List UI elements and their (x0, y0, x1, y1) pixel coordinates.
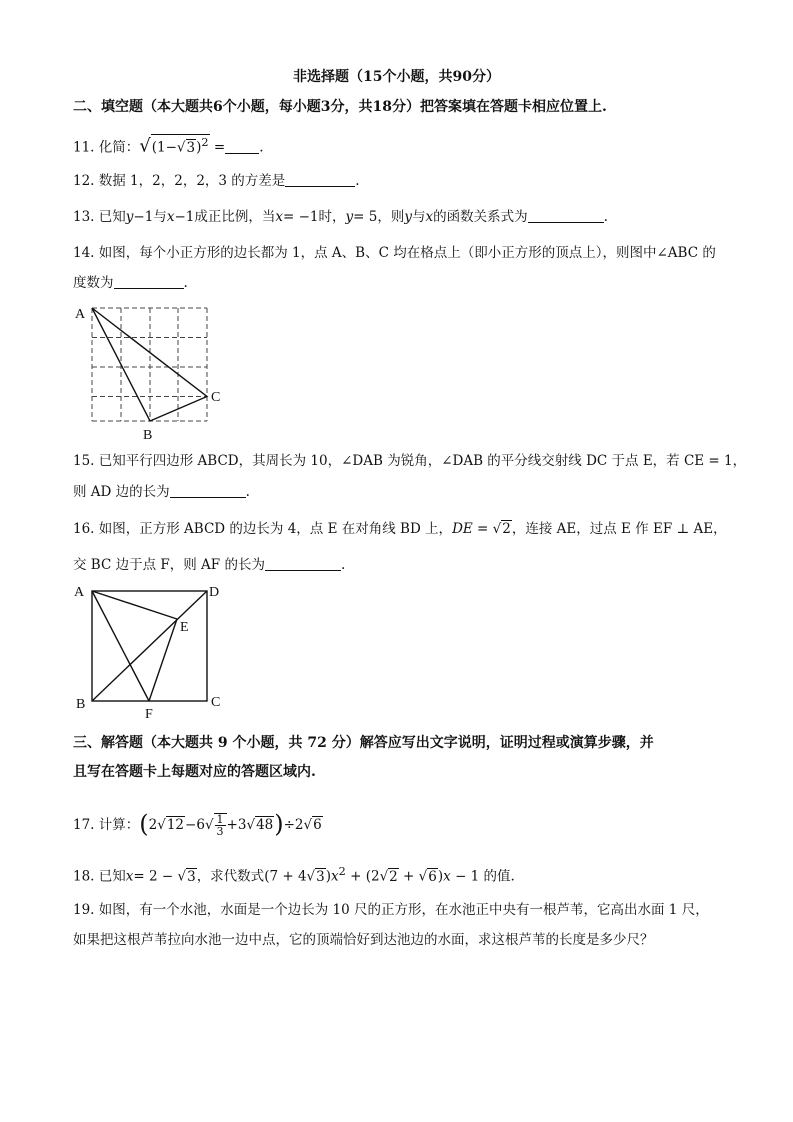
question-12 (73, 171, 360, 191)
q13-text-m: 的函数关系式为 (433, 209, 528, 225)
q13-var-y1: y (125, 209, 134, 225)
q18-root-3: 2 (389, 868, 398, 885)
q18-t5: ) (437, 868, 444, 885)
q18-t4: + (398, 868, 419, 885)
q18-var-x: x (125, 868, 134, 885)
q13-var-x2: x (275, 209, 283, 225)
q14-end: . (183, 275, 188, 291)
q13-var-x1: x (166, 209, 175, 225)
q11-sup: 2 (201, 136, 209, 149)
q13-answer-blank[interactable] (528, 208, 604, 223)
q11-end: . (259, 139, 264, 156)
q15-end: . (245, 484, 250, 500)
q18-root-4: 6 (428, 868, 437, 885)
q13-text-d: −1成正比例，当 (174, 209, 276, 225)
q12-text: 12. 数据 1，2，2，2，3 的方差是 (73, 173, 286, 189)
question-16-line-1: 16. 如图，正方形 ABCD 的边长为 4，点 E 在对角线 BD 上，DE = √2，连接 AE，过点 E 作 EF ⊥ AE， (73, 521, 727, 537)
q18-t2: ) (325, 868, 332, 885)
q13-text-f: = −1时， (282, 209, 346, 225)
q16-line1-part-a: 16. 如图，正方形 ABCD 的边长为 4，点 E 在对角线 BD 上， (73, 521, 453, 537)
section-3-heading-line-2: 且写在答题卡上每题对应的答题区域内. (73, 764, 316, 780)
q17-root-1: 12 (166, 817, 185, 833)
q11-eq: = (213, 139, 226, 156)
q11-expr-b: 3 (186, 139, 196, 156)
q18-root-1: 3 (187, 868, 196, 885)
q14-grid-figure (70, 300, 230, 445)
q17-coef-1: 2 (148, 817, 158, 833)
q13-text-i: ，则 (377, 209, 405, 225)
q17-frac-den: 3 (216, 825, 224, 838)
q14-label-a: A (75, 307, 86, 322)
q17-root-frac (214, 813, 227, 837)
q18-t6: − 1 的值. (450, 868, 515, 885)
question-14-line-2 (73, 273, 188, 293)
q18-root-2: 3 (316, 868, 325, 885)
question-17: 17. 计算：(2√12−6√ $\frac{1}{3}$ +3√48)÷2√6 (73, 810, 322, 838)
q18-var-x2: x (331, 868, 339, 885)
q13-prefix: 13. 已知 (73, 209, 126, 225)
q16-label-d: D (209, 585, 220, 600)
q16-label-f: F (145, 707, 153, 722)
q16-line2-text: 交 BC 边于点 F，则 AF 的长为 (73, 557, 265, 573)
q16-label-b: B (76, 697, 86, 712)
q18-prefix: 18. 已知 (73, 868, 126, 885)
q18-var-x3: x (443, 868, 451, 885)
question-14-line-1: 14. 如图，每个小正方形的边长都为 1，点 A、B、C 均在格点上（即小正方形的顶点上），则图中∠ABC 的 (73, 245, 716, 261)
q18-eq: = 2 − (133, 868, 174, 885)
q17-coef-3: +3 (226, 817, 247, 833)
q13-text-h: = 5 (353, 209, 378, 225)
q16-line1-part-b: ，连接 AE，过点 E 作 EF ⊥ AE， (511, 521, 727, 537)
q11-expr-a: (1− (151, 139, 177, 156)
q15-answer-blank[interactable] (170, 483, 246, 498)
q11-prefix: 11. 化简： (73, 139, 140, 156)
q16-answer-blank[interactable] (265, 556, 341, 571)
q18-mid: ，求代数式 (196, 868, 265, 885)
q17-frac-num: 1 (216, 813, 224, 826)
page-title: 非选择题（15个小题，共90分） (293, 69, 500, 85)
q13-text-k: 与 (411, 209, 426, 225)
q14-answer-blank[interactable] (114, 274, 184, 289)
question-15-line-1: 15. 已知平行四边形 ABCD，其周长为 10，∠DAB 为锐角，∠DAB 的平分线交射线 DC 于点 E，若 CE = 1， (73, 453, 747, 469)
q11-answer-blank[interactable] (225, 139, 259, 154)
q13-var-x3: x (425, 209, 434, 225)
q12-answer-blank[interactable] (285, 172, 355, 187)
q17-prefix: 17. 计算： (73, 817, 140, 833)
q16-de: DE = (452, 521, 489, 537)
q16-label-e: E (180, 620, 189, 635)
q17-root-3: 48 (256, 817, 274, 833)
q13-var-y3: y (404, 209, 412, 225)
question-13 (73, 207, 608, 227)
question-16-line-2 (73, 555, 345, 575)
q17-fraction (215, 814, 226, 837)
question-11: 11. 化简：$√(1-√3)^2$ = . (73, 135, 264, 157)
q11-expr-c: ) (196, 139, 202, 156)
q18-t3: + (2 (345, 868, 380, 885)
q16-end: . (340, 557, 346, 573)
q18-sup: 2 (338, 865, 346, 878)
q11-radical: $(1-√3)^2$ (151, 136, 209, 156)
q12-end: . (355, 173, 360, 189)
q13-text-b: −1与 (133, 209, 167, 225)
q13-end: . (603, 209, 608, 225)
q16-square-figure (70, 578, 235, 723)
q17-root-4: 6 (313, 817, 322, 833)
q16-segment-ef (149, 619, 177, 701)
q16-diagonal-bd (92, 591, 207, 701)
q15-line2-text: 则 AD 边的长为 (73, 484, 170, 500)
q14-line2-text: 度数为 (73, 275, 114, 291)
q14-label-c: C (211, 390, 221, 405)
q16-label-c: C (211, 695, 221, 710)
question-15-line-2 (73, 482, 250, 502)
q14-label-b: B (143, 428, 153, 443)
question-18: 18. 已知x= 2 − √3，求代数式$(7 + 4√3)x^2 + (2√2 + √6)x - 1$ 的值. (73, 865, 515, 885)
section-3-heading-line-1: 三、解答题（本大题共 9 个小题，共 72 分）解答应写出文字说明，证明过程或演算步骤，并 (73, 735, 654, 751)
q16-root: 2 (502, 521, 511, 537)
section-2-heading: 二、填空题（本大题共6个小题，每小题3分，共18分）把答案填在答题卡相应位置上. (73, 99, 607, 115)
question-19-line-2: 如果把这根芦苇拉向水池一边中点，它的顶端恰好到达池边的水面，求这根芦苇的长度是多少尺？ (73, 932, 654, 948)
q18-t1: (7 + 4 (264, 868, 307, 885)
q17-divisor: ÷2 (283, 817, 304, 833)
q16-label-a: A (74, 585, 85, 600)
q17-coef-2: −6 (185, 817, 205, 833)
q13-var-y2: y (345, 209, 354, 225)
question-19-line-1: 19. 如图，有一个水池，水面是一个边长为 10 尺的正方形，在水池正中央有一根芦苇，它高出水面 1 尺， (73, 902, 709, 918)
